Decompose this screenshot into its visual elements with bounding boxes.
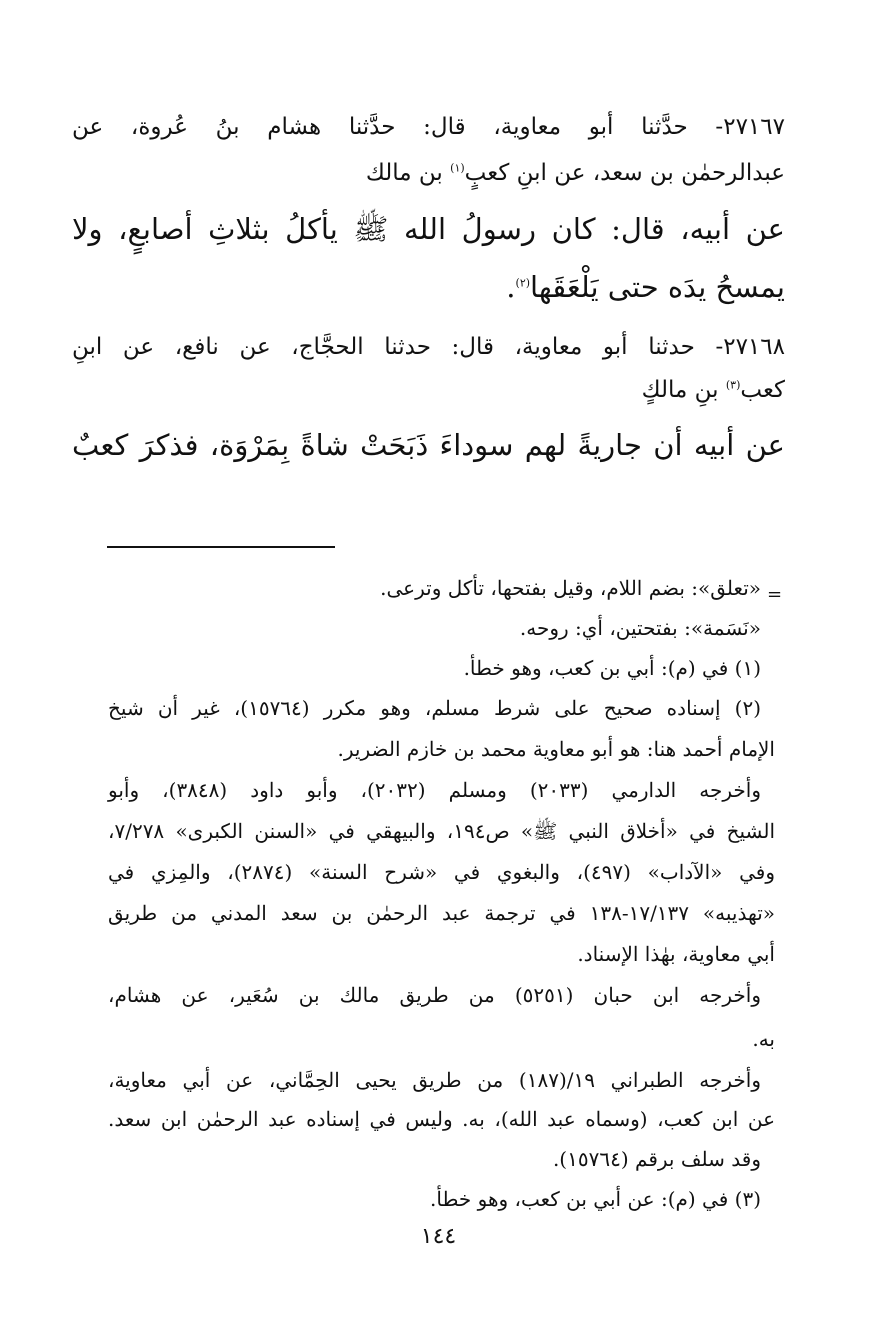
footnote-2-line-9: به. [752,1027,775,1051]
hadith-text: يمسحُ يدَه حتى يَلْعَقَها [530,270,785,304]
footnote-2-line-11: عن ابن كعب، (وسماه عبد الله)، به. وليس في إسناده عبد الرحمٰن ابن سعد. [108,1107,775,1131]
footnote-ref: (٣) [725,378,741,392]
hadith-27167-line-4 [72,270,785,304]
hadith-text: بنِ مالكٍ [641,377,726,403]
footnote-1: (١) في (م): أبي بن كعب، وهو خطأ. [463,656,761,680]
footnote-2-line-5: وفي «الآداب» (٤٩٧)، والبغوي في «شرح السنة» (٢٨٧٤)، والمِزي في [108,860,775,884]
continuation-mark: = [767,584,783,605]
footnote-2-line-3: وأخرجه الدارمي (٢٠٣٣) ومسلم (٢٠٣٢)، وأبو داود (٣٨٤٨)، وأبو [108,778,761,802]
footnote-separator [107,546,335,548]
footnote-2-line-10: وأخرجه الطبراني ١٩/(١٨٧) من طريق يحيى الحِمَّاني، عن أبي معاوية، [108,1068,761,1092]
footnote-ref: (٢) [515,276,531,290]
footnote-2-line-8: وأخرجه ابن حبان (٥٢٥١) من طريق مالك بن سُعَير، عن هشام، [108,983,761,1007]
footnote-line: «تعلق»: بضم اللام، وقيل بفتحها، تأكل وترعى. [380,576,761,600]
hadith-text: عبدالرحمٰن بن سعد، عن ابنِ كعبٍ [464,160,785,186]
hadith-27167-line-1: ٢٧١٦٧- حدَّثنا أبو معاوية، قال: حدَّثنا هشام بنُ عُروة، عن [72,114,785,140]
hadith-27167-line-2 [72,160,785,186]
footnote-2-line-6: «تهذيبه» ١٧/١٣٧-١٣٨ في ترجمة عبد الرحمٰن بن سعد المدني من طريق [108,901,776,925]
hadith-27168-line-3: عن أبيه أن جاريةً لهم سوداءَ ذَبَحَتْ شاةً بِمَرْوَة، فذكرَ كعبٌ [72,428,785,462]
hadith-text: . [506,270,516,304]
hadith-text: كعب [740,377,785,403]
hadith-27168-line-2 [72,377,785,403]
footnote-2-line-12: وقد سلف برقم (١٥٧٦٤). [552,1147,761,1171]
footnote-2-line-1: (٢) إسناده صحيح على شرط مسلم، وهو مكرر (١٥٧٦٤)، غير أن شيخ [108,696,761,720]
hadith-text: بن مالك [365,160,451,186]
footnote-2-line-2: الإمام أحمد هنا: هو أبو معاوية محمد بن خازم الضرير. [337,737,775,761]
footnote-3: (٣) في (م): عن أبي بن كعب، وهو خطأ. [430,1187,761,1211]
page-number: ١٤٤ [420,1224,457,1249]
footnote-2-line-7: أبي معاوية، بهٰذا الإسناد. [577,942,775,966]
footnote-ref: (١) [450,161,465,175]
footnote-line: «نَسَمة»: بفتحتين، أي: روحه. [519,616,761,640]
hadith-27167-line-3: عن أبيه، قال: كان رسولُ الله ﷺ يأكلُ بثلاثِ أصابعٍ، ولا [72,212,785,246]
footnote-2-line-4: الشيخ في «أخلاق النبي ﷺ» ص١٩٤، والبيهقي في «السنن الكبرى» ٧/٢٧٨، [108,819,775,843]
hadith-27168-line-1: ٢٧١٦٨- حدثنا أبو معاوية، قال: حدثنا الحجَّاج، عن نافع، عن ابنِ [72,334,785,360]
